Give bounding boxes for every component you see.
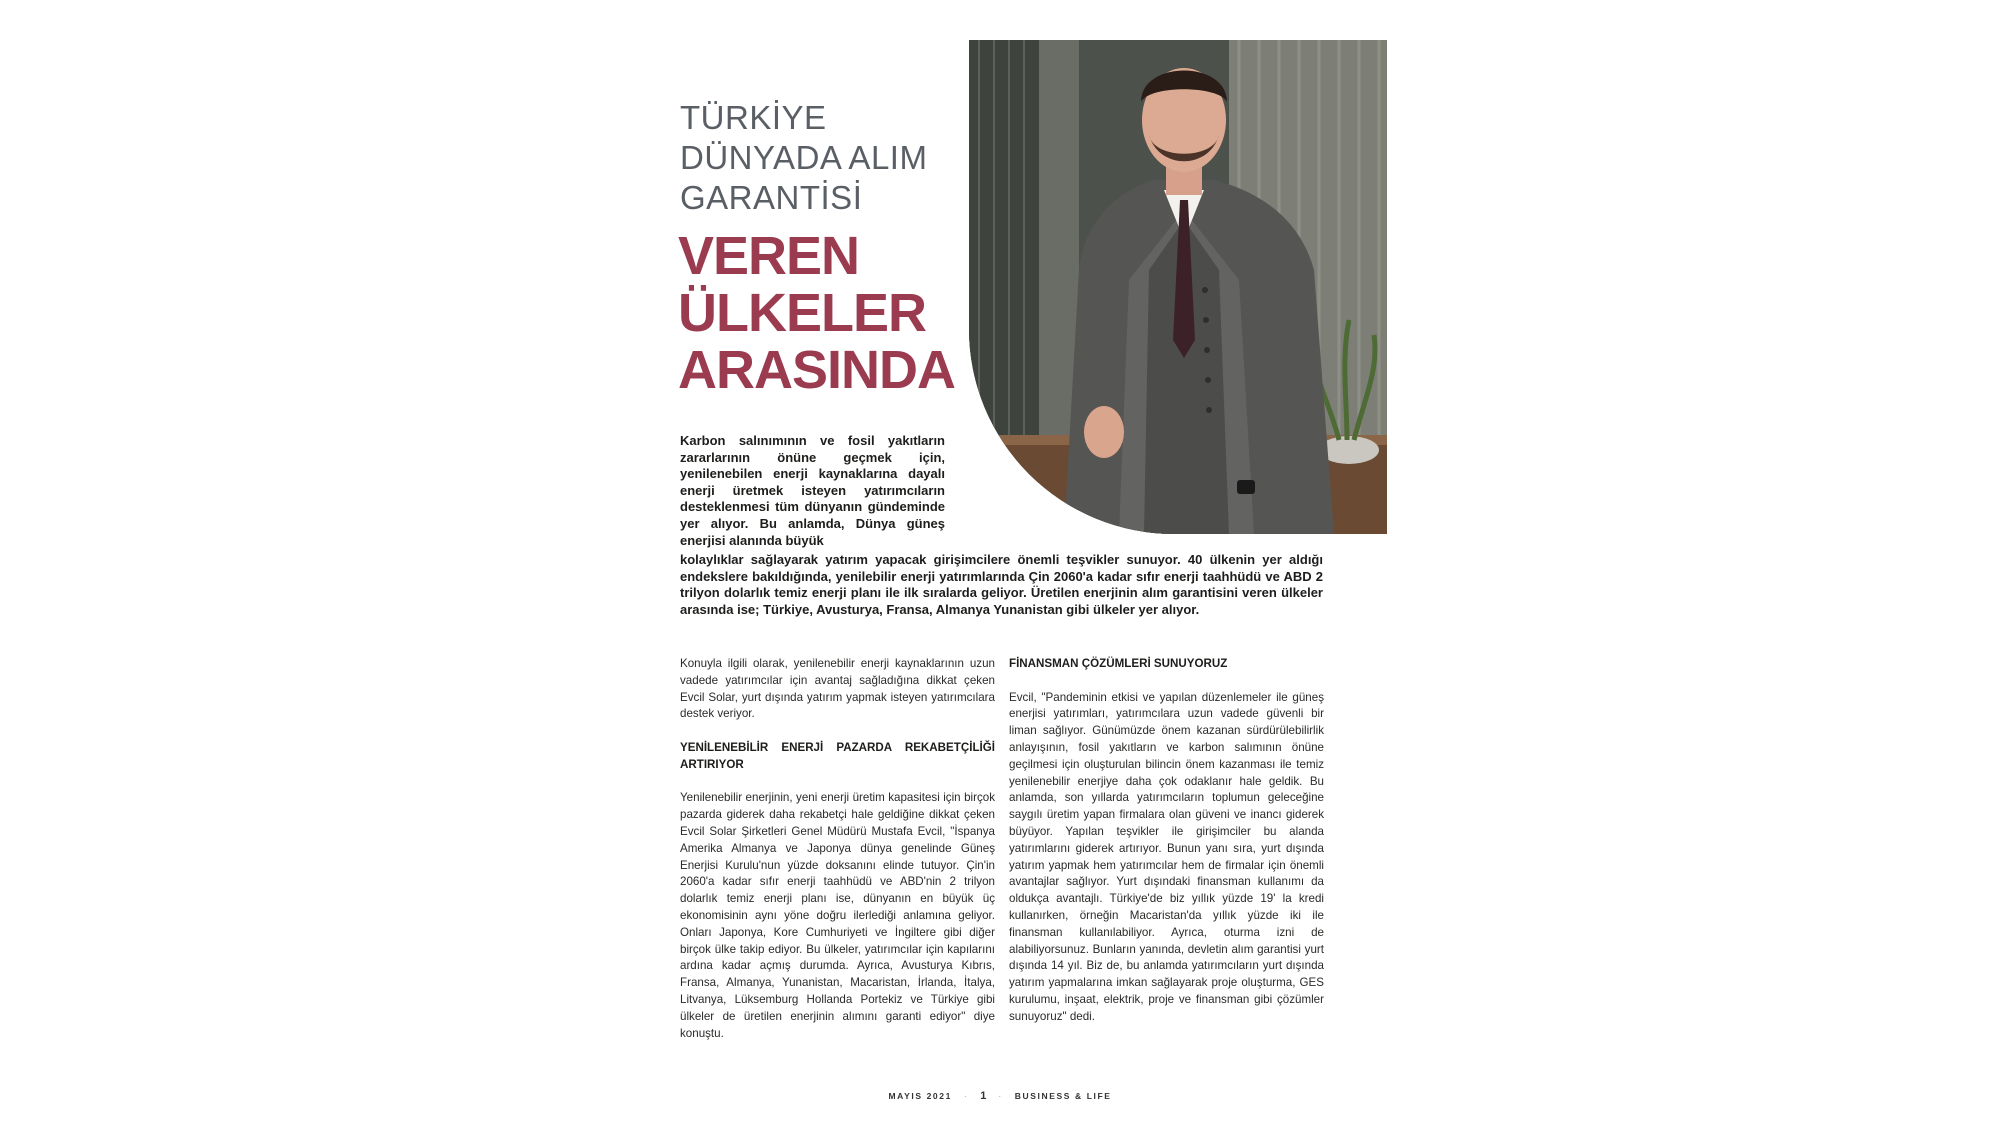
headline-line: VEREN <box>678 226 860 286</box>
page-number: 1 <box>980 1090 987 1102</box>
footer-separator: · <box>963 1091 969 1101</box>
body-column-left <box>680 656 995 1059</box>
page-footer <box>0 1090 2000 1102</box>
kicker-line: TÜRKİYE <box>680 99 827 136</box>
section-heading: YENİLENEBİLİR ENERJİ PAZARDA REKABETÇİLİĞİ ARTIRIYOR <box>680 740 995 771</box>
lead-paragraph-wide: kolaylıklar sağlayarak yatırım yapacak girişimcilere önemli teşvikler sunuyor. 40 ülkenin yer aldığı endekslere bakıldığında, yenilebilir enerji yatırımlarında Çin 2060'a kadar sıfır enerji taahhüdü ve ABD 2 trilyon dolarlık temiz enerji planı ile ilk sıralarda geliyor. Üretilen enerjinin alım garantisini veren ülkeler arasında ise; Türkiye, Avusturya, Fransa, Almanya Yunanistan gibi ülkeler yer alıyor. <box>680 552 1323 617</box>
portrait-photo <box>969 40 1387 534</box>
headline-line: ÜLKELER <box>678 283 926 343</box>
issue-date: MAYIS 2021 <box>888 1091 952 1101</box>
body-paragraph: Evcil, "Pandeminin etkisi ve yapılan düzenlemeler ile güneş enerjisi yatırımları, yatırımcılara uzun vadede güvenli bir liman sağlıyor. Günümüzde önem kazanan sürdürülebilirlik anlayışının, fosil yakıtların ve karbon salımının önüne geçilmesi için oluşturulan bilincin önem kazanması ile temiz yenilenebilir enerjiye daha çok odaklanır hale geldik. Bu anlamda, son yıllarda yatırımcıların toplumun geleceğine saygılı üretim yapan firmalara olan güveni ve inancı giderek büyüyor. Yapılan teşvikler ile girişimciler bu alanda yatırımlarını giderek artırıyor. Bunun yanı sıra, yurt dışında yatırım yapmak hem yatırımcılar hem de firmalar için önemli avantajlar sağlıyor. Yurt dışındaki finansman kullanımı da oldukça avantajlı. Türkiye'de biz yıllık yüzde 19' la kredi kullanırken, örneğin Macaristan'da yıllık yüzde iki ile finansman kullanılabiliyor. Ayrıca, oturma izni de alabiliyorsunuz. Bunların yanında, devletin alım garantisi yurt dışında 14 yıl. Biz de, bu anlamda yatırımcıların yurt dışında yatırım yapmalarına imkan sağlayarak proje oluşturma, GES kurulumu, inşaat, elektrik, proje ve finansman gibi çözümler sunuyoruz" dedi. <box>1009 690 1324 1023</box>
section-heading: FİNANSMAN ÇÖZÜMLERİ SUNUYORUZ <box>1009 657 1228 670</box>
headline-main <box>678 228 978 399</box>
body-paragraph: Yenilenebilir enerjinin, yeni enerji üretim kapasitesi için birçok pazarda giderek daha rekabetçi hale geldiğine dikkat çeken Evcil Solar Şirketleri Genel Müdürü Mustafa Evcil, "İspanya Amerika Almanya ve Japonya dünya genelinde Güneş Enerjisi Kurulu'nun yüzde doksanını elinde tutuyor. Çin'in 2060'a kadar sıfır enerji taahhüdü ve ABD'nin 2 trilyon dolarlık temiz enerji planı ise, dünyanın en büyük üç ekonomisinin aynı yöne doğru ilerlediği anlamına geliyor. Onları Japonya, Kore Cumhuriyeti ve İngiltere gibi diğer birçok ülke takip ediyor. Bu ülkeler, yatırımcılar için kapılarını ardına kadar açmış durumda. Ayrıca, Avusturya Kıbrıs, Fransa, Almanya, Yunanistan, Macaristan, İrlanda, İtalya, Litvanya, Lüksemburg Hollanda Portekiz ve Türkiye gibi ülkeler de üretilen enerjinin alımını garanti ediyor" diye konuştu. <box>680 791 995 1040</box>
headline-kicker <box>680 98 980 218</box>
kicker-line: DÜNYADA ALIM <box>680 139 928 176</box>
headline-line: ARASINDA <box>678 340 956 400</box>
body-column-right <box>1009 656 1324 1042</box>
footer-separator: · <box>998 1091 1003 1101</box>
lead-paragraph-narrow: Karbon salınımının ve fosil yakıtların zararlarının önüne geçmek için, yenilenebilen enerji kaynaklarına dayalı enerji üretmek isteyen yatırımcıların desteklenmesi tüm dünyanın gündeminde yer alıyor. Bu anlamda, Dünya güneş enerjisi alanında büyük <box>680 433 945 548</box>
magazine-name: BUSINESS & LIFE <box>1014 1091 1112 1101</box>
kicker-line: GARANTİSİ <box>680 179 863 216</box>
body-paragraph: Konuyla ilgili olarak, yenilenebilir enerji kaynaklarının uzun vadede yatırımcılar için avantaj sağladığına dikkat çeken Evcil Solar, yurt dışında yatırım yapmak isteyen yatırımcılara destek veriyor. <box>680 657 995 721</box>
